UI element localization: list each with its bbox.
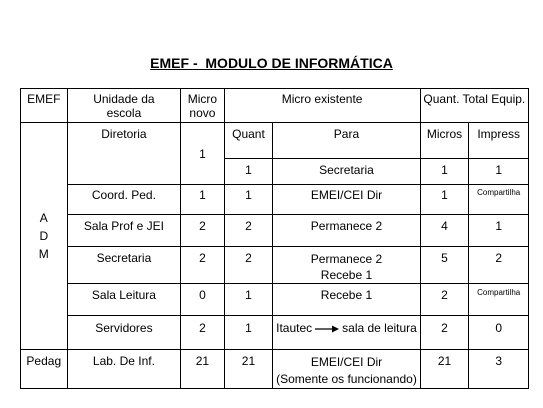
header-micro-existente: Micro existente: [224, 89, 420, 123]
cell-salaleitura-impress: Compartilha: [469, 284, 529, 316]
equipment-table: [20, 88, 529, 389]
cell-lab-emef: Pedag: [21, 350, 68, 389]
cell-servidores-para: [273, 316, 420, 350]
cell-servidores-para-from: Itautec: [276, 321, 313, 335]
cell-coord-micros: 1: [420, 185, 469, 215]
cell-diretoria-quant: 1: [224, 159, 273, 185]
adm-letter-m: M: [38, 247, 49, 261]
cell-salaleitura-quant: 1: [224, 284, 273, 316]
cell-diretoria-unidade: Diretoria: [67, 123, 181, 185]
cell-lab-para-line2: (Somente os funcionando): [276, 372, 417, 386]
cell-secretaria-unidade: Secretaria: [67, 247, 181, 284]
cell-coord-unidade: Coord. Ped.: [67, 185, 181, 215]
header-quant: Quant: [224, 123, 273, 159]
header-para: Para: [273, 123, 420, 159]
header-micros: Micros: [420, 123, 469, 159]
cell-secretaria-impress: 2: [469, 247, 529, 284]
cell-lab-micros: 21: [420, 350, 469, 389]
cell-servidores-quant: 1: [224, 316, 273, 350]
cell-coord-impress: Compartilha: [469, 185, 529, 215]
cell-lab-impress: 3: [469, 350, 529, 389]
header-emef: EMEF: [21, 89, 68, 123]
cell-lab-unidade: Lab. De Inf.: [67, 350, 181, 389]
cell-servidores-para-to: sala de leitura: [342, 321, 417, 335]
cell-diretoria-impress: 1: [469, 159, 529, 185]
cell-salaprof-quant: 2: [224, 215, 273, 247]
cell-coord-quant: 1: [224, 185, 273, 215]
cell-lab-quant: 21: [224, 350, 273, 389]
adm-letter-d: D: [39, 229, 49, 243]
cell-diretoria-para: Secretaria: [273, 159, 420, 185]
cell-diretoria-micros: 1: [420, 159, 469, 185]
adm-letter-a: A: [39, 211, 48, 225]
cell-salaprof-micro-novo: 2: [181, 215, 224, 247]
cell-secretaria-micros: 5: [420, 247, 469, 284]
cell-servidores-unidade: Servidores: [67, 316, 181, 350]
header-unidade: Unidade da escola: [67, 89, 181, 123]
cell-secretaria-para-line1: Permanece 2: [310, 252, 383, 266]
cell-servidores-micro-novo: 2: [181, 316, 224, 350]
cell-salaprof-unidade: Sala Prof e JEI: [67, 215, 181, 247]
page-title: EMEF - MODULO DE INFORMÁTICA: [150, 55, 393, 71]
cell-salaleitura-micros: 2: [420, 284, 469, 316]
cell-lab-para: [273, 350, 420, 389]
cell-salaleitura-para: Recebe 1: [273, 284, 420, 316]
cell-servidores-impress: 0: [469, 316, 529, 350]
cell-salaprof-micros: 4: [420, 215, 469, 247]
cell-secretaria-para: [273, 247, 420, 284]
cell-coord-para: EMEI/CEI Dir: [273, 185, 420, 215]
cell-secretaria-micro-novo: 2: [181, 247, 224, 284]
group-adm: [21, 123, 68, 350]
cell-coord-micro-novo: 1: [181, 185, 224, 215]
cell-salaprof-impress: 1: [469, 215, 529, 247]
header-impress: Impress: [469, 123, 529, 159]
cell-salaprof-para: Permanece 2: [273, 215, 420, 247]
header-quant-total: Quant. Total Equip.: [420, 89, 528, 123]
header-micro-novo: Micro novo: [181, 89, 224, 123]
cell-lab-para-line1: EMEI/CEI Dir: [310, 355, 383, 369]
cell-secretaria-para-line2: Recebe 1: [320, 268, 373, 282]
arrow-right-icon: [315, 325, 339, 333]
cell-lab-micro-novo: 21: [181, 350, 224, 389]
cell-salaleitura-micro-novo: 0: [181, 284, 224, 316]
cell-servidores-micros: 2: [420, 316, 469, 350]
cell-salaleitura-unidade: Sala Leitura: [67, 284, 181, 316]
cell-secretaria-quant: 2: [224, 247, 273, 284]
cell-diretoria-micro-novo: 1: [181, 123, 224, 185]
